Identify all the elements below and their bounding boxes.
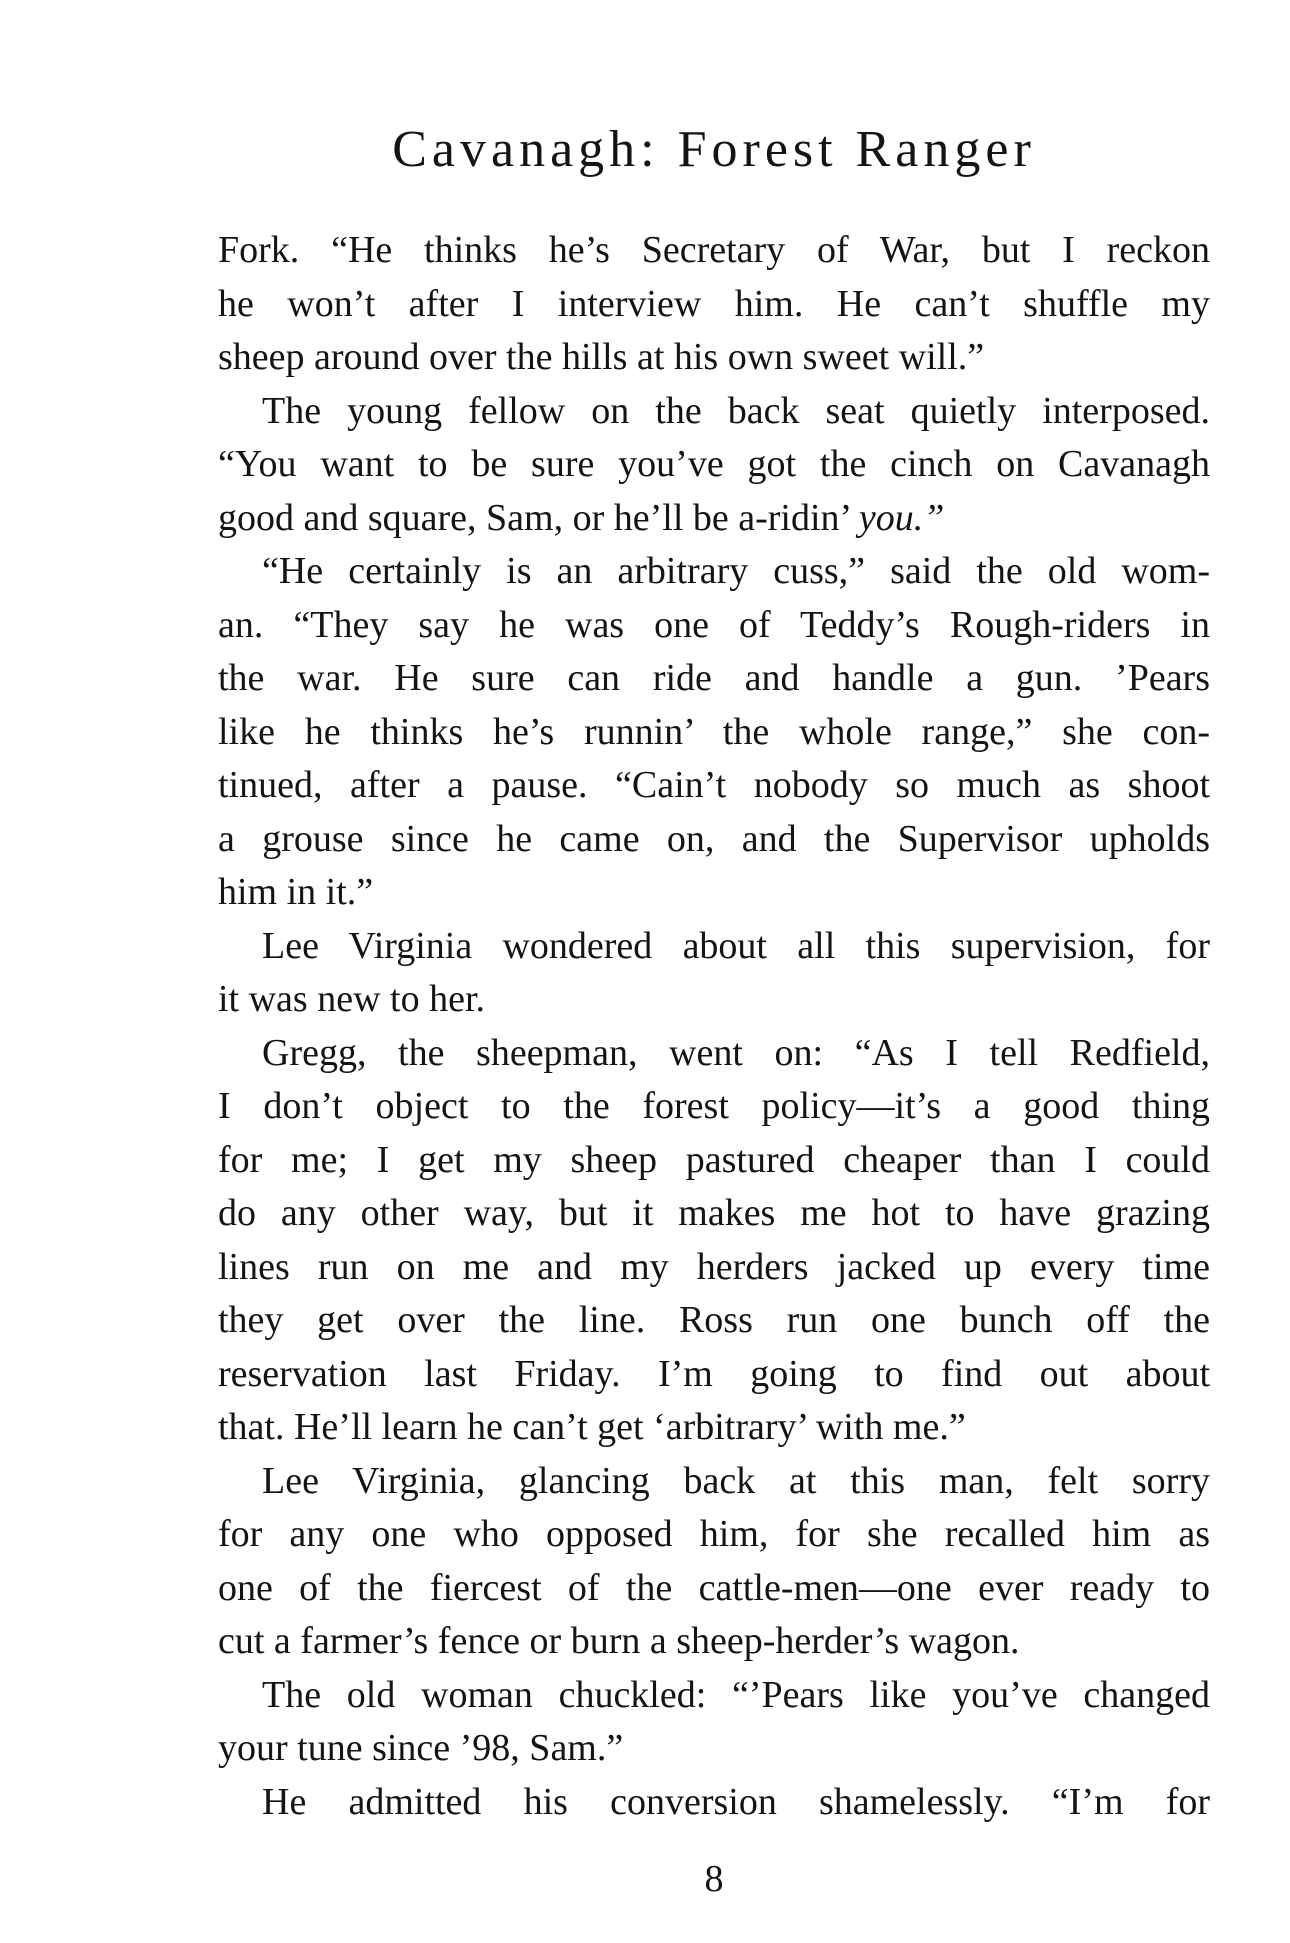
text-line: The young fellow on the back seat quietly interposed. <box>262 389 1210 432</box>
body-text <box>218 224 1210 1829</box>
text-line: Gregg, the sheepman, went on: “As I tell Redfield, <box>262 1031 1210 1074</box>
text-line-with-italic <box>218 492 1210 546</box>
text-line: he won’t after I interview him. He can’t shuffle my <box>218 282 1210 325</box>
text-line: a grouse since he came on, and the Supervisor upholds <box>218 817 1210 860</box>
text-line: He admitted his conversion shamelessly. “I’m for <box>262 1780 1210 1823</box>
text-line: lines run on me and my herders jacked up every time <box>218 1245 1210 1288</box>
text-line: him in it.” <box>218 871 374 913</box>
running-head-title: Cavanagh: Forest Ranger <box>392 121 1036 178</box>
text-line: Lee Virginia wondered about all this supervision, for <box>262 924 1210 967</box>
text-line: sheep around over the hills at his own sweet will.” <box>218 336 985 378</box>
text-line: that. He’ll learn he can’t get ‘arbitrary’ with me.” <box>218 1406 966 1448</box>
italic-word: you.” <box>858 496 945 539</box>
text-line: it was new to her. <box>218 978 486 1020</box>
text-line: cut a farmer’s fence or burn a sheep-herder’s wagon. <box>218 1620 1020 1662</box>
text-line: like he thinks he’s runnin’ the whole range,” she con- <box>218 710 1210 753</box>
text-line: “You want to be sure you’ve got the cinch on Cavanagh <box>218 443 1210 485</box>
text-line-start: good and square, Sam, or he’ll be a-ridin’ <box>218 496 859 539</box>
text-line: The old woman chuckled: “’Pears like you’ve changed <box>262 1673 1210 1716</box>
text-line: tinued, after a pause. “Cain’t nobody so much as shoot <box>218 764 1210 806</box>
text-line: reservation last Friday. I’m going to find out about <box>218 1352 1210 1395</box>
text-line: “He certainly is an arbitrary cuss,” said the old wom- <box>262 550 1210 592</box>
text-line: your tune since ’98, Sam.” <box>218 1727 624 1769</box>
text-line: the war. He sure can ride and handle a gun. ’Pears <box>218 657 1210 699</box>
text-line: for me; I get my sheep pastured cheaper than I could <box>218 1138 1210 1181</box>
text-line: an. “They say he was one of Teddy’s Rough-riders in <box>218 603 1210 646</box>
text-line: one of the fiercest of the cattle-men—one ever ready to <box>218 1566 1210 1609</box>
text-line: do any other way, but it makes me hot to have grazing <box>218 1192 1210 1234</box>
text-line: Lee Virginia, glancing back at this man, felt sorry <box>262 1459 1210 1502</box>
page-number: 8 <box>704 1858 724 1900</box>
text-line: for any one who opposed him, for she recalled him as <box>218 1513 1210 1555</box>
text-line: they get over the line. Ross run one bunch off the <box>218 1299 1210 1341</box>
text-line: Fork. “He thinks he’s Secretary of War, but I reckon <box>218 229 1210 271</box>
text-line: I don’t object to the forest policy—it’s a good thing <box>218 1085 1210 1127</box>
